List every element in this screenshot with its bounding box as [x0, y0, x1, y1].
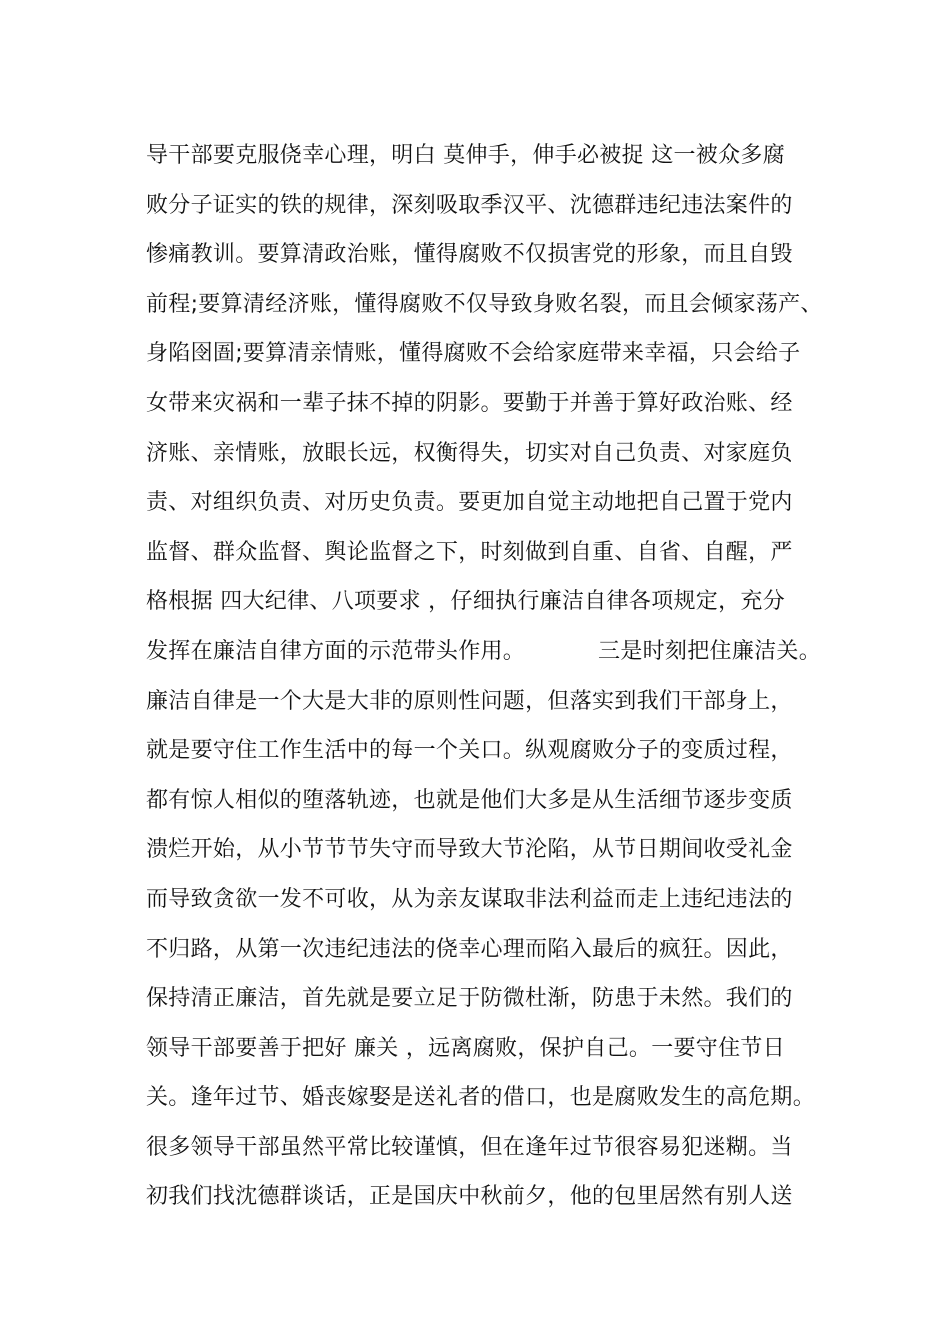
text-line: 很多领导干部虽然平常比较谨慎，但在逢年过节很容易犯迷糊。当	[146, 1134, 793, 1160]
text-line: 都有惊人相似的堕落轨迹，也就是他们大多是从生活细节逐步变质	[146, 787, 793, 813]
text-line: 败分子证实的铁的规律，深刻吸取季汉平、沈德群违纪违法案件的	[146, 192, 793, 218]
text-line: 身陷囹圄;要算清亲情账，懂得腐败不会给家庭带来幸福，只会给子	[146, 341, 801, 367]
text-line: 前程;要算清经济账，懂得腐败不仅导致身败名裂，而且会倾家荡产、	[146, 291, 823, 317]
text-line: 就是要守住工作生活中的每一个关口。纵观腐败分子的变质过程，	[146, 738, 793, 764]
text-line: 监督、群众监督、舆论监督之下，时刻做到自重、自省、自醒，严	[146, 539, 793, 565]
text-line: 不归路，从第一次违纪违法的侥幸心理而陷入最后的疯狂。因此，	[146, 936, 793, 962]
body-text	[146, 131, 836, 1222]
text-line: 格根据 四大纪律、八项要求 ，仔细执行廉洁自律各项规定，充分	[146, 589, 785, 615]
text-line: 济账、亲情账，放眼长远，权衡得失，切实对自己负责、对家庭负	[146, 440, 793, 466]
text-line: 关。逢年过节、婚丧嫁娶是送礼者的借口，也是腐败发生的高危期。	[146, 1085, 816, 1111]
text-line: 发挥在廉洁自律方面的示范带头作用。 三是时刻把住廉洁关。	[146, 638, 822, 664]
text-line: 惨痛教训。要算清政治账，懂得腐败不仅损害党的形象，而且自毁	[146, 242, 793, 268]
text-line: 初我们找沈德群谈话，正是国庆中秋前夕，他的包里居然有别人送	[146, 1184, 793, 1210]
text-line: 廉洁自律是一个大是大非的原则性问题，但落实到我们干部身上，	[146, 688, 793, 714]
text-line: 保持清正廉洁，首先就是要立足于防微杜渐，防患于未然。我们的	[146, 986, 793, 1012]
text-line: 责、对组织负责、对历史负责。要更加自觉主动地把自己置于党内	[146, 490, 793, 516]
text-line: 领导干部要善于把好 廉关 ，远离腐败，保护自己。一要守住节日	[146, 1035, 785, 1061]
text-line: 女带来灾祸和一辈子抹不掉的阴影。要勤于并善于算好政治账、经	[146, 390, 793, 416]
text-line: 导干部要克服侥幸心理，明白 莫伸手，伸手必被捉 这一被众多腐	[146, 143, 785, 168]
text-line: 溃烂开始，从小节节节失守而导致大节沦陷，从节日期间收受礼金	[146, 837, 793, 863]
text-line: 而导致贪欲一发不可收，从为亲友谋取非法利益而走上违纪违法的	[146, 886, 793, 912]
